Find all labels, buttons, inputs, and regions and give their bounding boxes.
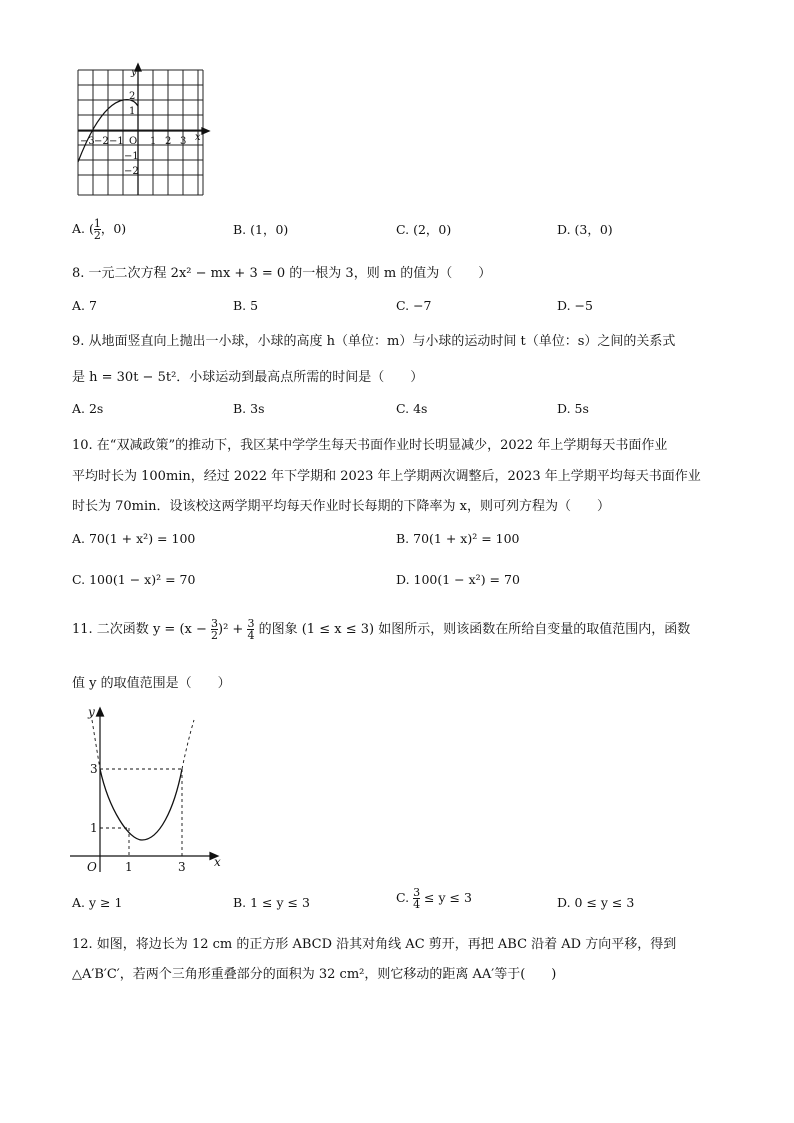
q11-option-b[interactable]: B. 1 ≤ y ≤ 3 (233, 895, 310, 910)
q7-option-c[interactable]: C. (2，0) (396, 222, 452, 237)
q9-line-2: 是 h = 30t − 5t²．小球运动到最高点所需的时间是（ ） (72, 370, 424, 385)
x-tick: 3 (180, 136, 187, 147)
q10-line-3: 时长为 70min．设该校这两学期平均每天作业时长每期的下降率为 x，则可列方程为（ ） (72, 499, 610, 514)
option-c-suffix: ≤ y ≤ 3 (420, 890, 472, 905)
q11-option-d[interactable]: D. 0 ≤ y ≤ 3 (557, 895, 635, 910)
q11-option-a[interactable]: A. y ≥ 1 (72, 895, 123, 910)
y-tick: 2 (129, 91, 136, 102)
option-a-prefix: A. ( (72, 221, 94, 236)
q8-stem: 8. 一元二次方程 2x² − mx + 3 = 0 的一根为 3，则 m 的值为（ ） (72, 266, 492, 281)
q10-option-a[interactable]: A. 70(1 + x²) = 100 (72, 531, 196, 546)
x-tick-1: 1 (125, 860, 133, 874)
q12-line-2: △A′B′C′，若两个三角形重叠部分的面积为 32 cm²，则它移动的距离 AA′等于( ) (72, 967, 557, 982)
function-graph (64, 700, 234, 880)
q8-option-a[interactable]: A. 7 (72, 298, 97, 313)
option-a-suffix: ，0) (100, 221, 127, 236)
x-axis-label: x (214, 855, 221, 869)
y-tick: −1 (124, 151, 139, 162)
option-c-prefix: C. (396, 890, 414, 905)
q8-option-d[interactable]: D. −5 (557, 298, 593, 313)
denominator: 2 (93, 229, 101, 242)
q11-line-1 (72, 618, 690, 641)
q7-option-b[interactable]: B. (1，0) (233, 222, 289, 237)
y-tick-3: 3 (90, 762, 98, 776)
numerator: 3 (413, 886, 421, 899)
q8-option-b[interactable]: B. 5 (233, 298, 259, 313)
origin-label: O (87, 860, 97, 874)
y-axis-label: y (131, 67, 137, 78)
x-tick: 1 (150, 136, 157, 147)
q12-line-1: 12. 如图，将边长为 12 cm 的正方形 ABCD 沿其对角线 AC 剪开，再把 ABC 沿着 AD 方向平移，得到 (72, 937, 677, 952)
q9-option-d[interactable]: D. 5s (557, 401, 589, 416)
q9-option-b[interactable]: B. 3s (233, 401, 265, 416)
denominator: 4 (247, 629, 255, 642)
parabola-curve (100, 769, 182, 840)
y-tick-1: 1 (90, 821, 98, 835)
q7-option-d[interactable]: D. (3，0) (557, 222, 613, 237)
q11-text-a: 11. 二次函数 y = (x − (72, 622, 212, 637)
x-tick: −2 (94, 136, 109, 147)
q9-option-a[interactable]: A. 2s (72, 401, 104, 416)
numerator: 3 (211, 617, 219, 630)
x-tick: −1 (109, 136, 124, 147)
x-tick: −3 (80, 136, 95, 147)
q11-line-2: 值 y 的取值范围是（ ） (72, 676, 231, 691)
q9-option-c[interactable]: C. 4s (396, 401, 428, 416)
q10-option-c[interactable]: C. 100(1 − x)² = 70 (72, 572, 196, 587)
numerator: 3 (247, 617, 255, 630)
numerator: 1 (93, 217, 101, 230)
denominator: 4 (413, 898, 421, 911)
y-tick: 1 (129, 106, 136, 117)
q11-text-c: 的图象 (1 ≤ x ≤ 3) 如图所示，则该函数在所给自变量的取值范围内，函数 (254, 622, 691, 637)
q8-option-c[interactable]: C. −7 (396, 298, 432, 313)
y-axis-label: y (88, 705, 95, 719)
y-axis-arrow (97, 708, 104, 716)
q10-line-1: 10. 在“双减政策”的推动下，我区某中学学生每天书面作业时长明显减少，2022 年上学期每天书面作业 (72, 438, 668, 453)
grid-figure (70, 60, 215, 200)
x-axis-label: x (195, 132, 201, 143)
q11-option-c[interactable] (396, 887, 472, 910)
denominator: 2 (211, 629, 219, 642)
fraction (211, 618, 218, 641)
curve-extension-right (182, 720, 194, 769)
q10-option-d[interactable]: D. 100(1 − x²) = 70 (396, 572, 520, 587)
x-axis-arrow (202, 128, 209, 134)
origin-label: O (129, 136, 138, 147)
x-tick-3: 3 (178, 860, 186, 874)
q10-option-b[interactable]: B. 70(1 + x)² = 100 (396, 531, 520, 546)
q11-text-b: )² + (218, 622, 248, 637)
x-tick: 2 (165, 136, 172, 147)
y-tick: −2 (124, 166, 139, 177)
q10-line-2: 平均时长为 100min，经过 2022 年下学期和 2023 年上学期两次调整后，2023 年上学期平均每天书面作业 (72, 469, 701, 484)
fraction (94, 218, 101, 241)
q7-option-a[interactable] (72, 218, 126, 241)
q9-line-1: 9. 从地面竖直向上抛出一小球，小球的高度 h（单位：m）与小球的运动时间 t（单位：s）之间的关系式 (72, 334, 676, 349)
